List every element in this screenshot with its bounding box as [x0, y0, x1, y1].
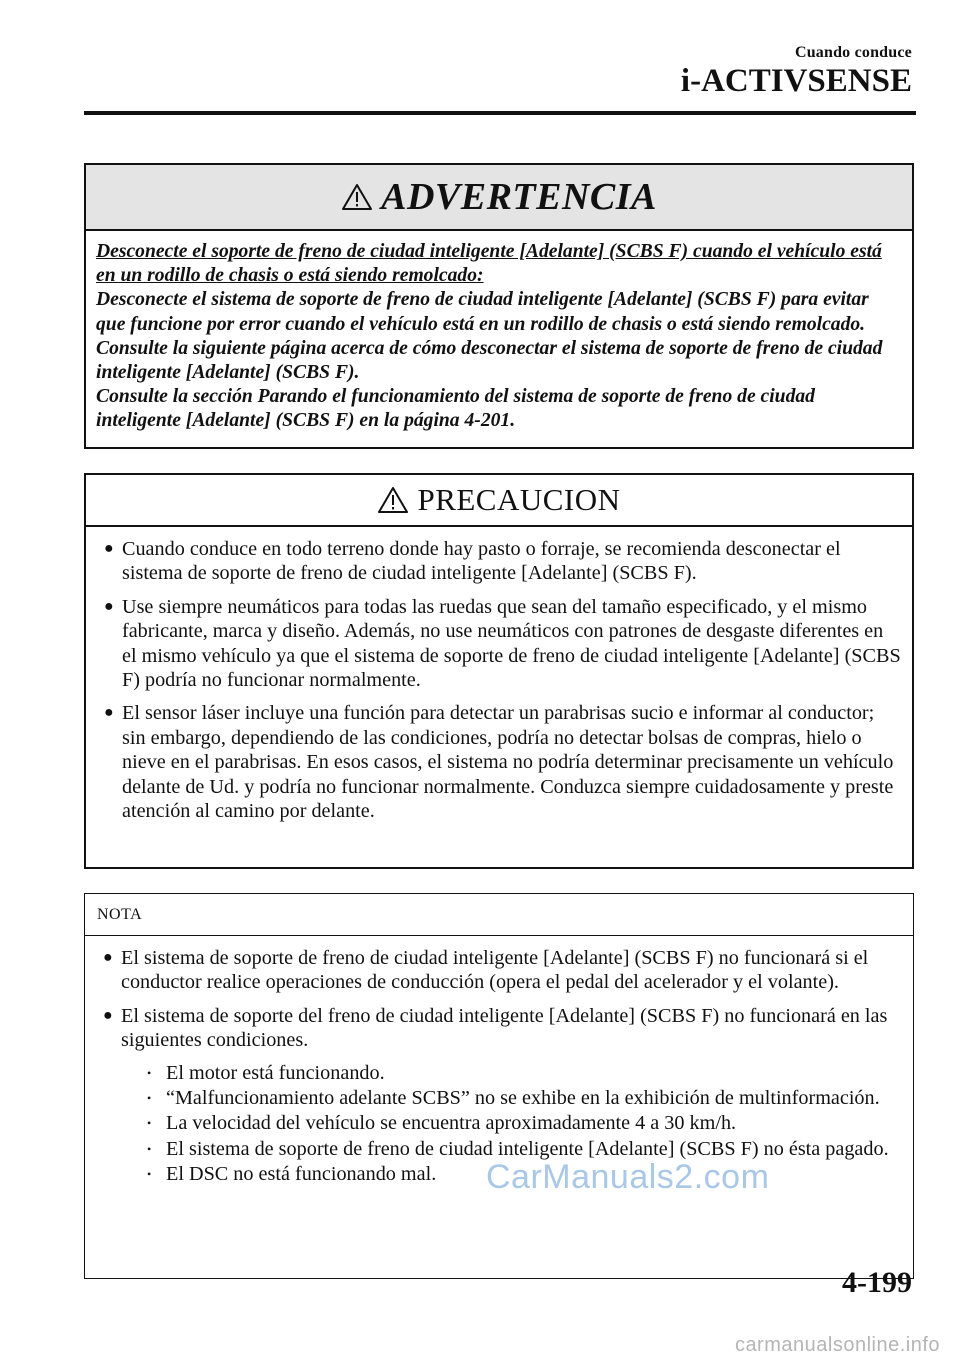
footer-site-link[interactable]: carmanualsonline.info	[734, 1334, 940, 1356]
caution-list	[96, 537, 902, 823]
note-body	[85, 936, 913, 1187]
caution-title: PRECAUCION	[417, 482, 621, 517]
caution-triangle-icon	[377, 486, 409, 514]
caution-item-text: Cuando conduce en todo terreno donde hay pasto o forraje, se recomienda desconectar el sistema de soporte de freno de ciudad inteligente [Adelante] (SCBS F).	[122, 538, 841, 585]
list-item	[96, 537, 902, 586]
caution-body	[86, 527, 912, 823]
sub-bullet-icon: •	[147, 1116, 152, 1131]
warning-box	[84, 163, 914, 449]
note-item-text: El sistema de soporte de freno de ciudad inteligente [Adelante] (SCBS F) no funcionará si el conductor realice operaciones de conducción (opera el pedal del acelerador y el volante).	[121, 947, 869, 994]
watermark: CarManuals2.com	[486, 1158, 770, 1196]
header-rule	[84, 111, 916, 115]
sub-bullet-icon: •	[147, 1141, 152, 1156]
note-subitem-text: El DSC no está funcionando mal.	[166, 1163, 437, 1186]
sub-bullet-icon: •	[147, 1091, 152, 1106]
note-box	[84, 893, 914, 1279]
note-title: NOTA	[85, 894, 913, 936]
warning-body	[86, 231, 912, 434]
warning-text-2: Consulte la sección Parando el funcionamiento del sistema de soporte de freno de ciudad inteligente [Adelante] (SCBS F) en la página 4-201.	[96, 386, 815, 432]
note-subitem-text: La velocidad del vehículo se encuentra aproximadamente 4 a 30 km/h.	[166, 1112, 737, 1135]
warning-triangle-icon	[341, 183, 373, 211]
caution-box	[84, 473, 914, 869]
caution-item-text: El sensor láser incluye una función para detectar un parabrisas sucio e informar al conductor; sin embargo, dependiendo de las condiciones, podría no detectar bolsas de compras, hielo o nieve en el parabrisas. En esos casos, el sistema no podría determinar precisamente un vehículo delante de Ud. y podría no funcionar normalmente. Conduzca siempre cuidadosamente y preste atención al camino por delante.	[122, 702, 894, 823]
bullet-icon: ●	[103, 1006, 113, 1024]
note-subitem-text: El sistema de soporte de freno de ciudad inteligente [Adelante] (SCBS F) no ésta pagado.	[166, 1137, 889, 1160]
bullet-icon: ●	[104, 597, 114, 615]
caution-item-text: Use siempre neumáticos para todas las ruedas que sean del tamaño especificado, y el mismo fabricante, marca y diseño. Además, no use neumáticos con patrones de desgaste diferentes en el mismo vehículo ya que el sistema de soporte de freno de ciudad inteligente [Adelante] (SCBS F) podría no funcionar normalmente.	[122, 595, 901, 692]
bullet-icon: ●	[104, 540, 114, 557]
bullet-icon: ●	[104, 704, 114, 722]
caution-header	[86, 475, 912, 527]
note-list	[95, 946, 903, 1187]
warning-title: ADVERTENCIA	[381, 176, 657, 218]
sub-list-item	[145, 1061, 903, 1085]
bullet-icon: ●	[103, 949, 113, 966]
page-number: 4-199	[842, 1266, 912, 1299]
page-header	[681, 44, 912, 99]
sub-bullet-icon: •	[147, 1065, 152, 1080]
warning-text-1: Desconecte el sistema de soporte de freno de ciudad inteligente [Adelante] (SCBS F) para evitar que funcione por error cuando el vehículo está en un rodillo de chasis o está siendo remolcado. Consulte la siguiente página acerca de cómo desconectar el sistema de soporte de freno de ciudad inteligente [Adelante] (SCBS F).	[96, 289, 883, 384]
sub-list-item	[145, 1111, 903, 1135]
list-item	[96, 595, 902, 693]
note-subitem-text: El motor está funcionando.	[166, 1061, 385, 1084]
section-title: i-ACTIVSENSE	[680, 63, 912, 99]
section-subtitle: Cuando conduce	[794, 44, 912, 61]
sub-bullet-icon: •	[147, 1167, 152, 1182]
warning-header	[86, 165, 912, 231]
sub-list-item	[145, 1086, 903, 1110]
list-item	[96, 701, 902, 823]
note-subitem-text: “Malfuncionamiento adelante SCBS” no se exhibe en la exhibición de multinformación.	[166, 1087, 880, 1110]
warning-heading: Desconecte el soporte de freno de ciudad inteligente [Adelante] (SCBS F) cuando el vehículo está en un rodillo de chasis o está siendo remolcado:	[96, 241, 882, 287]
list-item	[95, 946, 903, 995]
note-item-text: El sistema de soporte del freno de ciudad inteligente [Adelante] (SCBS F) no funcionará en las siguientes condiciones.	[121, 1004, 888, 1052]
